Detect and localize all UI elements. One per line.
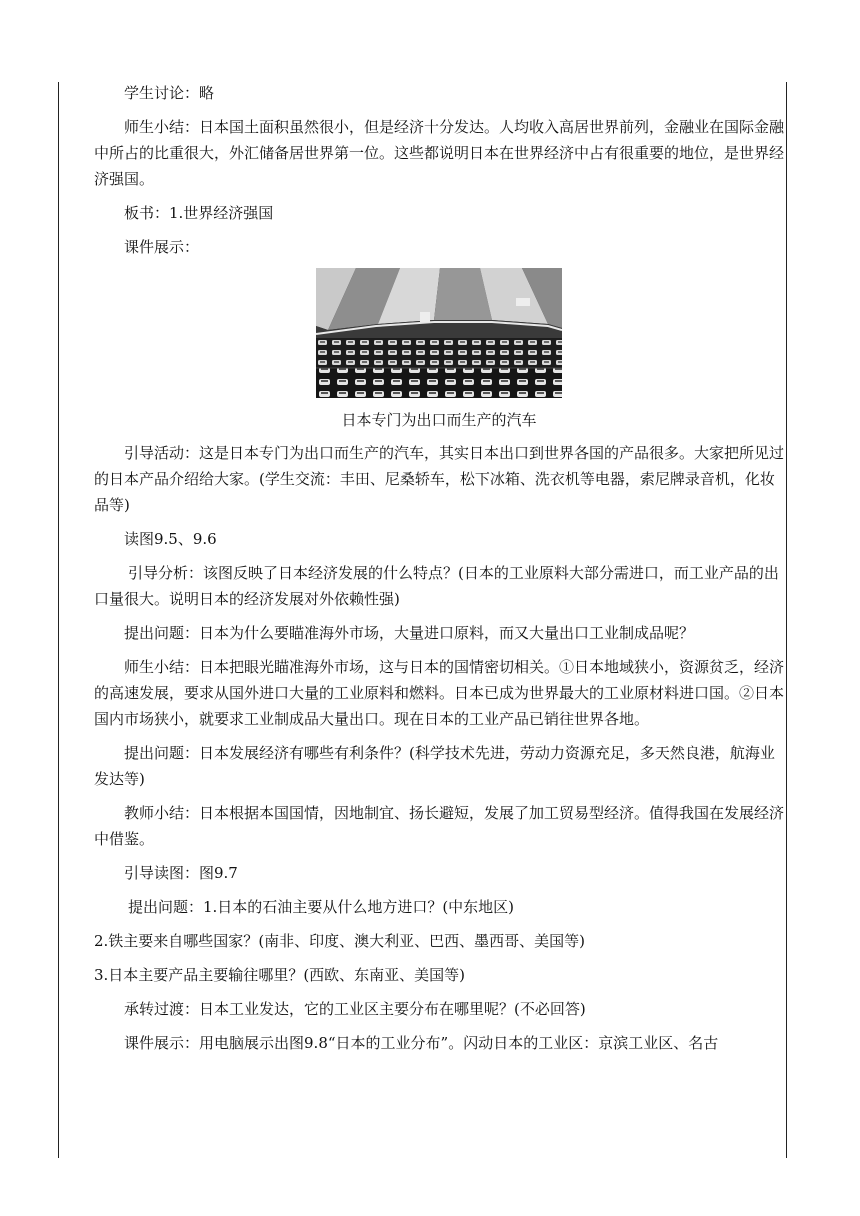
export-cars-photo (94, 268, 784, 402)
paragraph-question-exports: 3.日本主要产品主要输往哪里？(西欧、东南亚、美国等) (94, 966, 466, 984)
paragraph-teacher-summary: 教师小结：日本根据本国国情，因地制宜、扬长避短，发展了加工贸易型经济。值得我国在发展经济中借鉴。 (94, 804, 785, 848)
paragraph-guide-activity: 引导活动：这是日本专门为出口而生产的汽车，其实日本出口到世界各国的产品很多。大家把所见过的日本产品介绍给大家。(学生交流：丰田、尼桑轿车，松下冰箱、洗衣机等电器，索尼牌录音机，化妆品等) (94, 444, 785, 514)
paragraph-summary-economy: 师生小结：日本国土面积虽然很小，但是经济十分发达。人均收入高居世界前列，金融业在国际金融中所占的比重很大，外汇储备居世界第一位。这些都说明日本在世界经济中占有很重要的地位，是世界经济强国。 (94, 118, 785, 188)
document-body (94, 80, 784, 1064)
table-border-left (58, 82, 59, 1158)
table-border-right (786, 82, 787, 1158)
paragraph-courseware-industry-map: 课件展示：用电脑展示出图9.8“日本的工业分布”。闪动日本的工业区：京滨工业区、名古 (124, 1034, 719, 1052)
paragraph-student-discussion: 学生讨论：略 (124, 84, 215, 102)
paragraph-summary-national-conditions: 师生小结：日本把眼光瞄准海外市场，这与日本的国情密切相关。①日本地域狭小，资源贫乏，经济的高速发展，要求从国外进口大量的工业原料和燃料。日本已成为世界最大的工业原材料进口国。②日本国内市场狭小，就要求工业制成品大量出口。现在日本的工业产品已销往世界各地。 (94, 658, 785, 728)
paragraph-question-overseas-market: 提出问题：日本为什么要瞄准海外市场，大量进口原料，而又大量出口工业制成品呢？ (124, 624, 695, 642)
photo-caption: 日本专门为出口而生产的汽车 (341, 411, 537, 429)
paragraph-guide-read-map: 引导读图：图9.7 (124, 864, 238, 882)
paragraph-question-favorable-conditions: 提出问题：日本发展经济有哪些有利条件？(科学技术先进，劳动力资源充足，多天然良港，航海业发达等) (94, 744, 775, 788)
paragraph-read-figures: 读图9.5、9.6 (124, 530, 217, 548)
paragraph-guide-analysis: 引导分析：该图反映了日本经济发展的什么特点？(日本的工业原料大部分需进口，而工业产品的出口量很大。说明日本的经济发展对外依赖性强) (94, 564, 779, 608)
paragraph-courseware-display: 课件展示： (124, 238, 200, 256)
paragraph-question-iron: 2.铁主要来自哪些国家？(南非、印度、澳大利亚、巴西、墨西哥、美国等) (94, 932, 586, 950)
paragraph-transition: 承转过渡：日本工业发达，它的工业区主要分布在哪里呢？(不必回答) (124, 1000, 586, 1018)
paragraph-board-note: 板书：1.世界经济强国 (124, 204, 274, 222)
paragraph-question-oil: 提出问题：1.日本的石油主要从什么地方进口？(中东地区) (128, 898, 515, 916)
